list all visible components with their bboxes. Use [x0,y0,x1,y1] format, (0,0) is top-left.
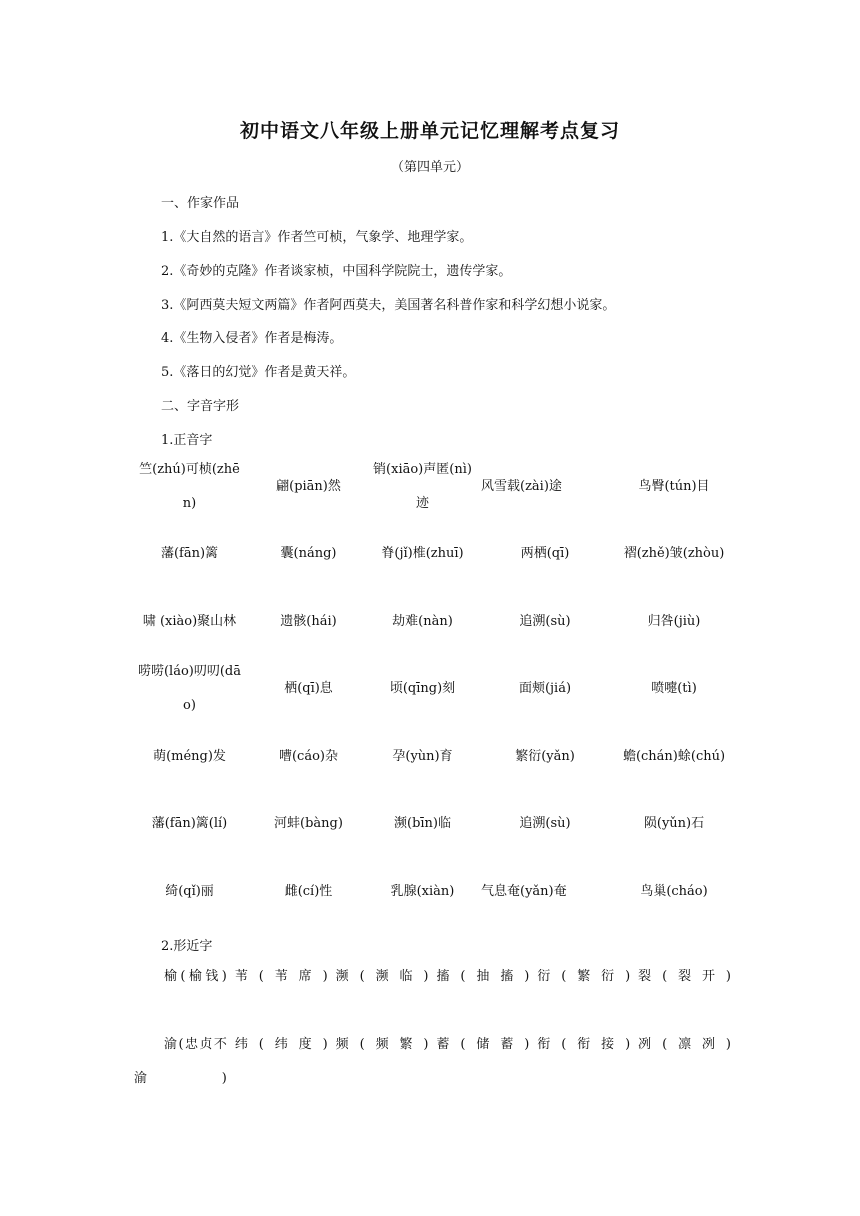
pronunciation-cell: 顷(qīng)刻 [389,681,456,697]
pronunciation-cell: 陨(yǔn)石 [643,816,705,832]
pronunciation-cell: 竺(zhú)可桢(zhēn) [139,461,240,511]
section-heading-authors: 一、作家作品 [161,196,240,211]
pronunciation-cell: 追溯(sù) [519,816,571,832]
pronunciation-cell: 繁衍(yǎn) [515,748,575,764]
pronunciation-cell: 销(xiāo)声匿(nì)迹 [373,461,472,511]
pronunciation-cell: 藩(fān)篱(lí) [151,816,228,832]
author-item: 1.《大自然的语言》作者竺可桢，气象学、地理学家。 [161,230,473,245]
author-item: 2.《奇妙的克隆》作者谈家桢，中国科学院院士，遗传学家。 [161,264,512,279]
subheading-similar-characters: 2.形近字 [161,939,213,954]
author-item: 4.《生物入侵者》作者是梅涛。 [161,331,343,346]
pronunciation-cell: 唠唠(láo)叨叨(dāo) [137,664,242,714]
section-heading-pronunciation: 二、字音字形 [161,399,240,414]
pronunciation-cell: 喷嚏(tì) [651,681,697,697]
similar-character-item: 衍(繁衍) [537,969,631,984]
pronunciation-cell: 河蚌(bàng) [274,816,343,832]
subheading-correct-pronunciation: 1.正音字 [161,433,213,448]
pronunciation-cell: 鸟臀(tún)目 [638,478,710,494]
similar-character-item: 濒(濒临) [335,969,429,984]
similar-character-item: 榆(榆钱) [164,969,227,984]
pronunciation-cell: 栖(qī)息 [284,681,333,697]
pronunciation-cell: 濒(bīn)临 [394,816,451,832]
pronunciation-cell: 追溯(sù) [519,613,571,629]
similar-characters-row [130,1028,735,1096]
similar-character-item: 裂(裂开) [638,969,731,984]
pronunciation-cell: 绮(qǐ)丽 [165,883,214,899]
page-title: 初中语文八年级上册单元记忆理解考点复习 [239,120,620,142]
pronunciation-cell: 藩(fān)篱 [160,546,219,562]
pronunciation-cell: 风雪载(zài)途 [481,478,562,494]
pronunciation-cell: 孕(yùn)育 [392,748,453,764]
pronunciation-table [130,453,735,926]
pronunciation-cell: 雌(cí)性 [284,883,333,899]
pronunciation-cell: 啸 (xiào)聚山林 [142,613,237,629]
pronunciation-cell: 嘈(cáo)杂 [278,748,338,764]
pronunciation-cell: 两栖(qī) [520,546,570,562]
author-item: 5.《落日的幻觉》作者是黄天祥。 [161,365,356,380]
similar-characters-row [130,960,735,994]
similar-character-item: 渝(忠贞不渝) [134,1037,227,1086]
pronunciation-cell: 气息奄(yǎn)奄 [481,883,567,899]
pronunciation-cell: 劫难(nàn) [392,613,453,629]
pronunciation-cell: 面颊(jiá) [518,681,572,697]
page-subtitle: （第四单元） [390,160,469,175]
pronunciation-cell: 蟾(chán)蜍(chú) [622,748,726,764]
author-item: 3.《阿西莫夫短文两篇》作者阿西莫夫，美国著名科普作家和科学幻想小说家。 [161,298,616,313]
pronunciation-cell: 褶(zhě)皱(zhòu) [623,546,725,562]
pronunciation-cell: 翩(piān)然 [276,478,341,494]
pronunciation-cell: 萌(méng)发 [153,748,226,764]
similar-character-item: 衔(衔接) [537,1037,631,1052]
similar-character-item: 纬(纬度) [234,1037,328,1052]
similar-character-item: 蓄(储蓄) [436,1037,530,1052]
pronunciation-cell: 乳腺(xiàn) [390,883,455,899]
similar-character-item: 苇(苇席) [234,969,328,984]
pronunciation-cell: 囊(náng) [280,546,337,562]
similar-character-item: 频(频繁) [335,1037,429,1052]
pronunciation-cell: 遗骸(hái) [280,613,337,629]
similar-character-item: 冽(凛冽) [638,1037,731,1052]
pronunciation-cell: 脊(jǐ)椎(zhuī) [381,546,464,562]
pronunciation-cell: 归咎(jiù) [647,613,701,629]
similar-character-item: 搐(抽搐) [436,969,530,984]
pronunciation-cell: 鸟巢(cháo) [640,883,708,899]
